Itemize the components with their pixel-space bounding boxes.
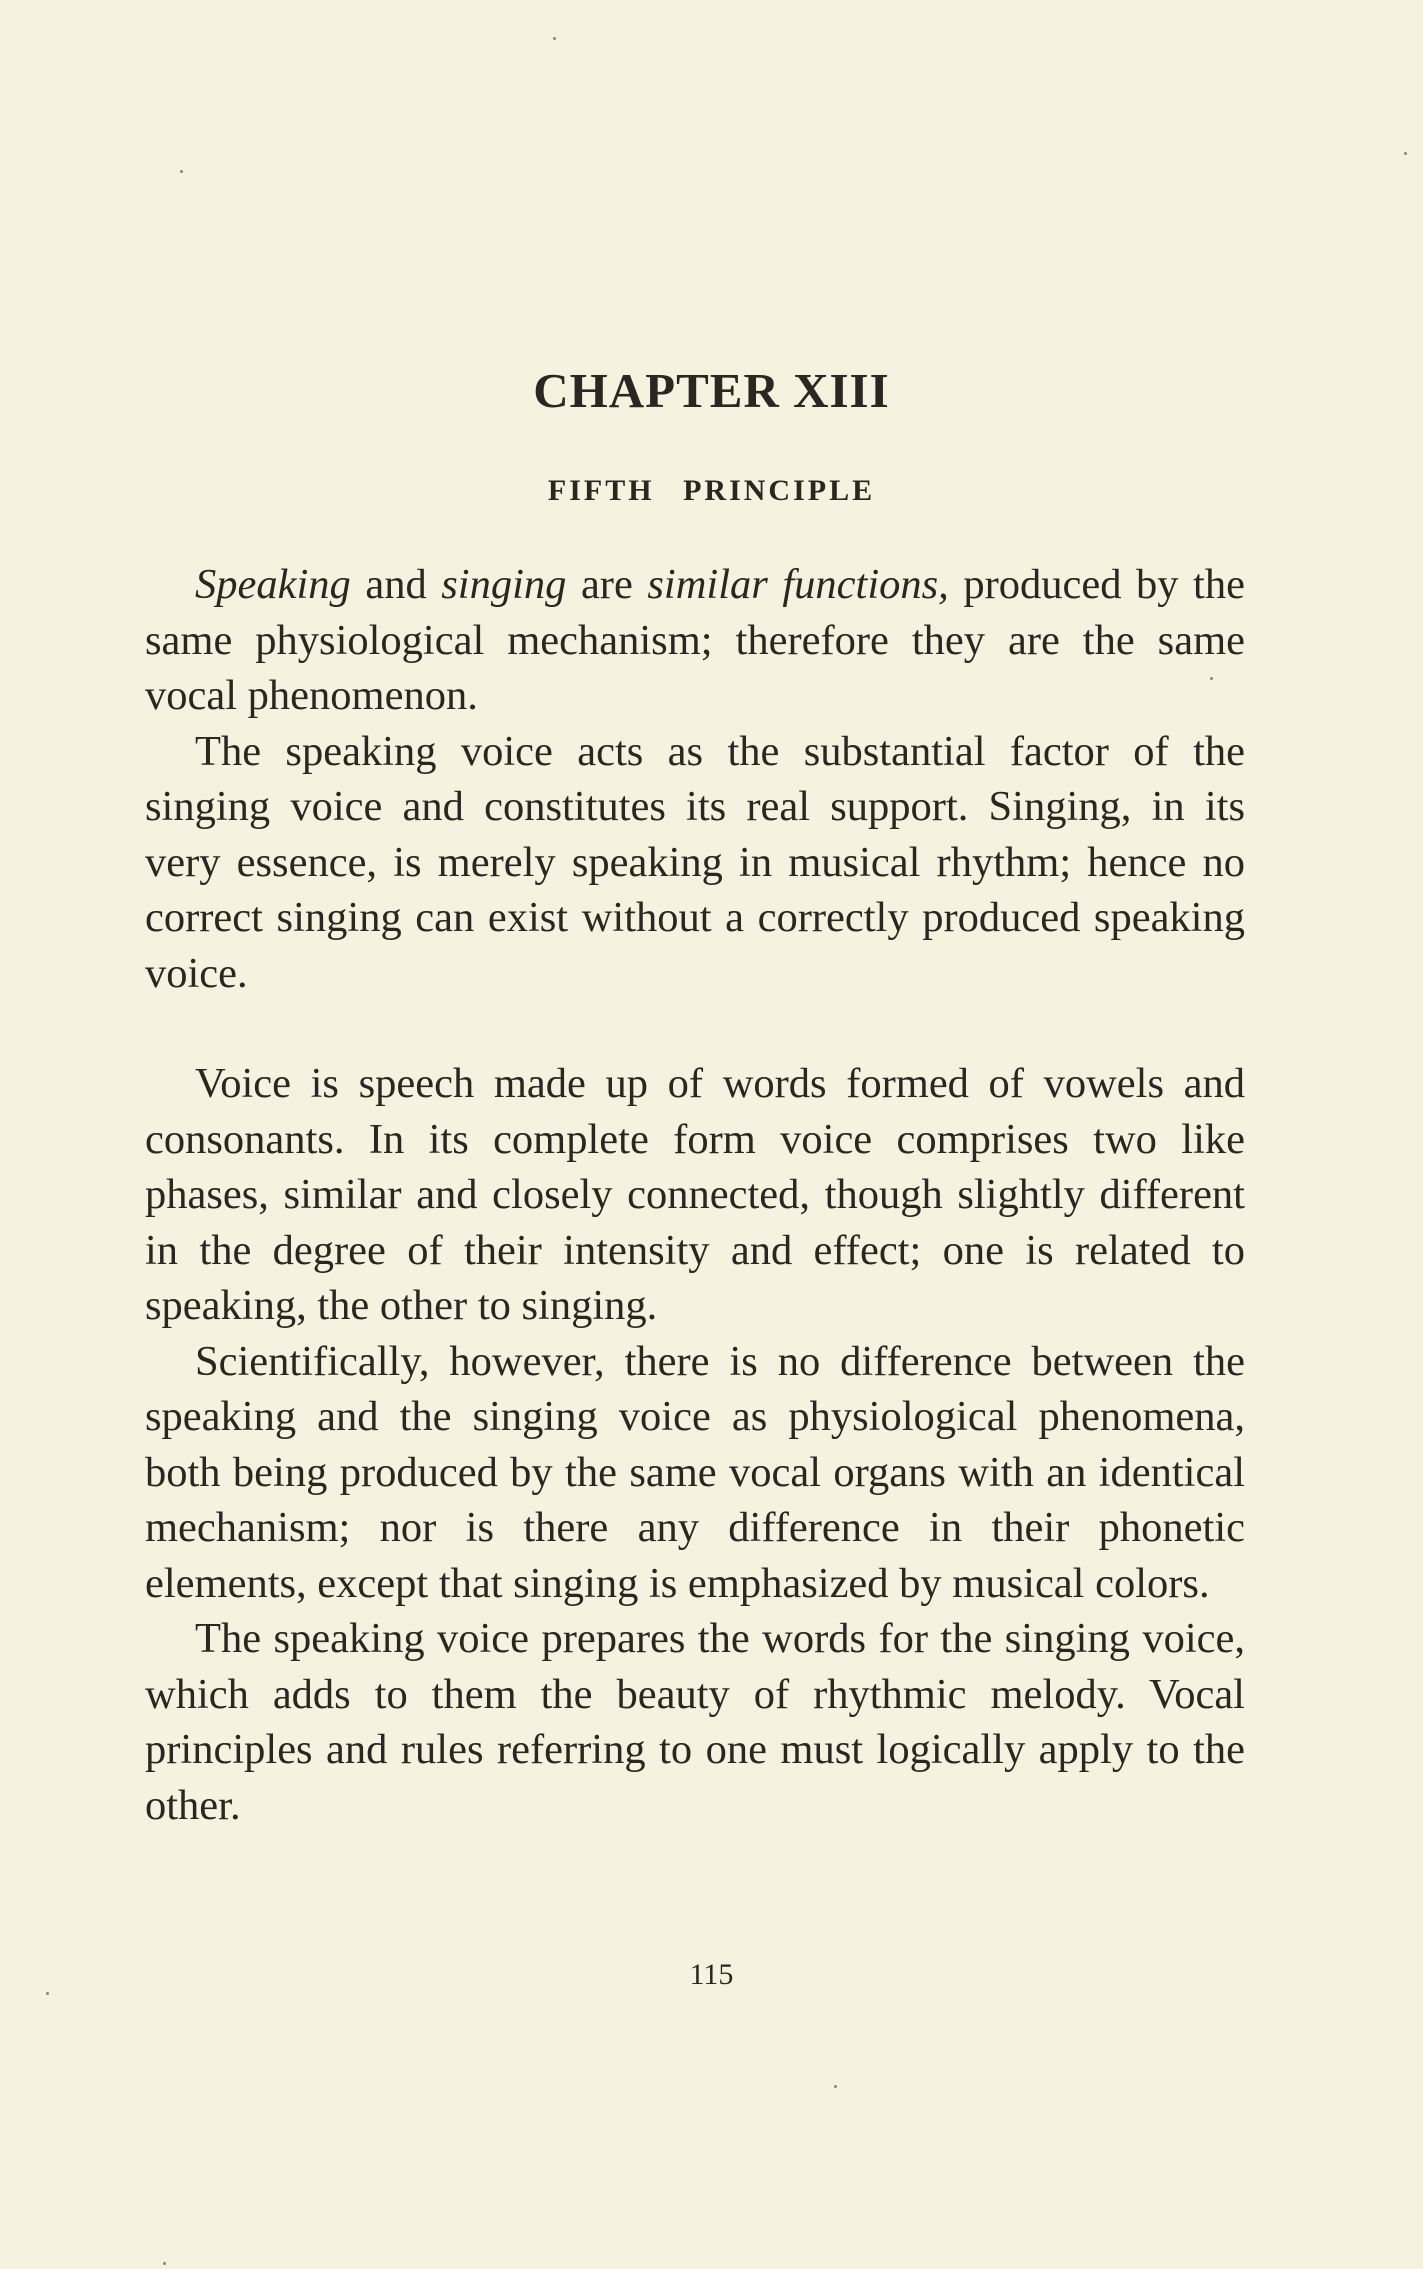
paragraph-3: Voice is speech made up of words formed of vowels and consonants. In its complete form voice comprises two like phases, similar and closely connected, though slightly different in the degree of their intensity and effect; one is related to speaking, the other to singing. [145, 1060, 1245, 1329]
italic-similar-functions: similar functions, [647, 561, 949, 608]
paragraph-4: Scientifically, however, there is no difference between the speaking and the singing voice as physiological phenomena, both being produced by the same vocal organs with an identical mechanism; nor is there any difference in their phonetic elements, except that singing is emphasized by musical colors. [145, 1337, 1245, 1607]
italic-speaking: Speaking [195, 561, 351, 608]
paper-speck [180, 170, 183, 173]
chapter-subtitle: FIFTH PRINCIPLE [547, 474, 876, 507]
paragraph-1 [145, 557, 1245, 724]
paper-speck [553, 37, 556, 40]
text-run: produced by the same physiological mechanism; therefore they are the same vocal phenomenon. [145, 561, 1245, 719]
text-section-1 [145, 557, 1245, 1001]
italic-singing: singing [441, 561, 567, 608]
paper-speck [834, 2085, 837, 2088]
text-run: are [566, 561, 648, 608]
paper-speck [46, 1992, 49, 1995]
paper-speck [163, 2262, 166, 2265]
paragraph-5: The speaking voice prepares the words for the singing voice, which adds to them the beauty of rhythmic melody. Vocal principles and rules referring to one must logically apply to the other. [145, 1615, 1245, 1829]
paragraph-2: The speaking voice acts as the substantial factor of the singing voice and constitutes its real support. Singing, in its very essence, is merely speaking in musical rhythm; hence no correct singing can exist without a correctly produced speaking voice. [145, 727, 1245, 997]
page-number: 115 [689, 1958, 734, 1991]
text-section-2 [145, 1056, 1245, 1833]
chapter-title: CHAPTER XIII [533, 363, 890, 418]
paper-speck [1404, 152, 1407, 155]
text-run: and [350, 561, 442, 608]
